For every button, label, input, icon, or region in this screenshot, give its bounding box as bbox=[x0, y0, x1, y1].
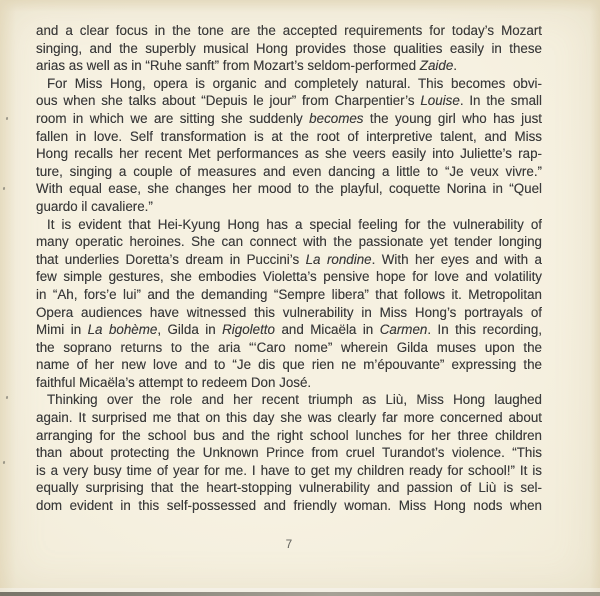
paragraph bbox=[36, 22, 542, 75]
text-line: ture, singing a couple of measures and even dancing a little to “Je veux vivre.” bbox=[36, 163, 542, 179]
scan-speck bbox=[6, 396, 9, 399]
text-line: Thinking over the role and her recent triumph as Liù, Miss Hong laughed bbox=[47, 392, 542, 408]
text-line: and a clear focus in the tone are the accepted requirements for today’s Mozart bbox=[36, 23, 542, 38]
page-number: 7 bbox=[285, 539, 293, 551]
paragraph bbox=[36, 391, 542, 514]
text-line: dom evident in this self-possessed and friendly woman. Miss Hong nods when bbox=[36, 498, 542, 514]
scan-edge-right bbox=[590, 0, 600, 596]
italic-title: Zaide bbox=[419, 58, 454, 74]
text-line: the soprano returns to the aria “‘Caro nome” wherein Gilda muses upon the bbox=[36, 339, 542, 355]
text-line: is a very busy time of year for me. I have to get my children ready for school!” It is bbox=[36, 462, 542, 478]
text-line: many operatic heroines. She can connect with the passionate yet tender longing bbox=[36, 234, 542, 250]
text-line: guardo il cavaliere.” bbox=[36, 198, 153, 214]
text-line: again. It surprised me that on this day she was clearly far more concerned about bbox=[36, 410, 542, 426]
text-line: fallen in love. Self transformation is at the root of interpretive talent, and Miss bbox=[36, 128, 542, 144]
paragraph bbox=[36, 216, 542, 392]
text-line: It is evident that Hei-Kyung Hong has a special feeling for the vulnerability of bbox=[47, 216, 542, 232]
scan-speck bbox=[6, 117, 9, 120]
text-line: With equal ease, she changes her mood to the playful, coquette Norina in “Quel bbox=[36, 181, 542, 197]
italic-title: becomes bbox=[309, 110, 364, 126]
scan-speck bbox=[3, 461, 6, 464]
text-line: singing, and the superbly musical Hong provides those qualities easily in these bbox=[36, 40, 542, 56]
text-line: Opera audiences have witnessed this vulnerability in Miss Hong’s portrayals of bbox=[36, 304, 542, 320]
text-line: than about protecting the Unknown Prince from cruel Turandot’s violence. “This bbox=[36, 445, 542, 461]
text-line: in “Ah, fors’e lui” and the demanding “Sempre libera” that follows it. Metropolitan bbox=[36, 286, 542, 302]
scan-speck bbox=[3, 187, 6, 190]
italic-title: Louise bbox=[420, 93, 460, 109]
text-line: few simple gestures, she embodies Violetta’s pensive hope for love and volatility bbox=[36, 269, 542, 285]
text-block bbox=[36, 22, 542, 515]
paragraph bbox=[36, 75, 542, 216]
text-line: arias as well as in “Ruhe sanft” from Mozart’s seldom-performed Zaide. bbox=[36, 58, 457, 74]
text-line: For Miss Hong, opera is organic and completely natural. This becomes obvi- bbox=[47, 75, 542, 91]
text-line: Hong recalls her recent Met performances as she veers easily into Juliette’s rap- bbox=[36, 146, 542, 162]
text-line: faithful Micaëla’s attempt to redeem Don José. bbox=[36, 374, 312, 390]
italic-title: Rigoletto bbox=[222, 322, 275, 338]
scan-edge-left bbox=[0, 0, 16, 596]
italic-title: Carmen bbox=[379, 322, 428, 338]
text-line: room in which we are sitting she suddenly becomes the young girl who has just bbox=[36, 110, 542, 126]
text-line: ous when she talks about “Depuis le jour” from Charpentier’s Louise. In the small bbox=[36, 93, 542, 109]
text-line: Mimi in La bohème, Gilda in Rigoletto and Micaëla in Carmen. In this recording, bbox=[36, 322, 542, 338]
text-line: name of her new love and to “Je dis que rien ne m’épouvante” expressing the bbox=[36, 357, 542, 373]
text-line: that underlies Doretta’s dream in Puccini’s La rondine. With her eyes and with a bbox=[36, 251, 542, 267]
scan-edge-top bbox=[0, 0, 600, 12]
italic-title: La rondine bbox=[305, 251, 372, 267]
italic-title: La bohème bbox=[87, 322, 158, 338]
text-line: equally surprising that the heart-stopping vulnerability and passion of Liù is sel- bbox=[36, 480, 542, 496]
text-line: arranging for the school bus and the right school lunches for her three children bbox=[36, 427, 542, 443]
scan-bottom-bar bbox=[0, 592, 600, 596]
